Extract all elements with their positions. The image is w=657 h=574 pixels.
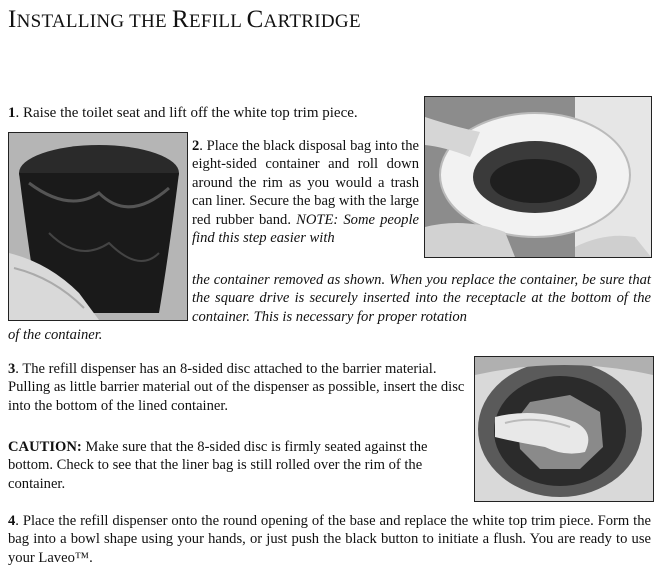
photo-bag-in-container xyxy=(8,132,188,321)
page-title: INSTALLING THE REFILL CARTRIDGE xyxy=(8,6,361,33)
step-2-number: 2 xyxy=(192,138,200,154)
step-1-text: . Raise the toilet seat and lift off the white top trim piece. xyxy=(15,105,358,121)
caution-text: Make sure that the 8-sided disc is firmly seated against the bottom. Check to see that the liner bag is still rolled over the rim of the container. xyxy=(8,439,428,492)
step-2-note-lead: NOTE: Some people find this step easier with xyxy=(192,211,419,247)
step-2-note-continued: the container removed as shown. When you replace the container, be sure that the square drive is securely inserted into the receptacle at the bottom of the container. This is necessary for proper rotation xyxy=(192,272,651,325)
step-1-number: 1 xyxy=(8,105,16,121)
step-2-text: . Place the black disposal bag into the eight-sided container and roll down around the rim as you would a trash can liner. Secure the bag with the large red rubber band. xyxy=(192,138,419,228)
step-2-column xyxy=(192,137,419,247)
photo-seat-lifted xyxy=(424,96,652,258)
step-3-number: 3 xyxy=(8,361,16,377)
step-3 xyxy=(8,360,470,415)
photo-disc-insertion xyxy=(474,356,654,502)
step-4-text: . Place the refill dispenser onto the round opening of the base and replace the white top trim piece. Form the bag into a bowl shape using your hands, or just push the black button to initiate a flush. You are ready to use your Laveo™. xyxy=(8,513,651,566)
step-2-note-end: of the container. xyxy=(8,327,103,343)
step-4 xyxy=(8,512,651,567)
step-1 xyxy=(8,104,358,122)
caution-note xyxy=(8,438,470,493)
step-4-number: 4 xyxy=(8,513,16,529)
caution-label: CAUTION: xyxy=(8,439,82,455)
step-3-text: . The refill dispenser has an 8-sided disc attached to the barrier material. Pulling as little barrier material out of the dispenser as possible, insert the disc into the bottom of the lined container. xyxy=(8,361,465,414)
